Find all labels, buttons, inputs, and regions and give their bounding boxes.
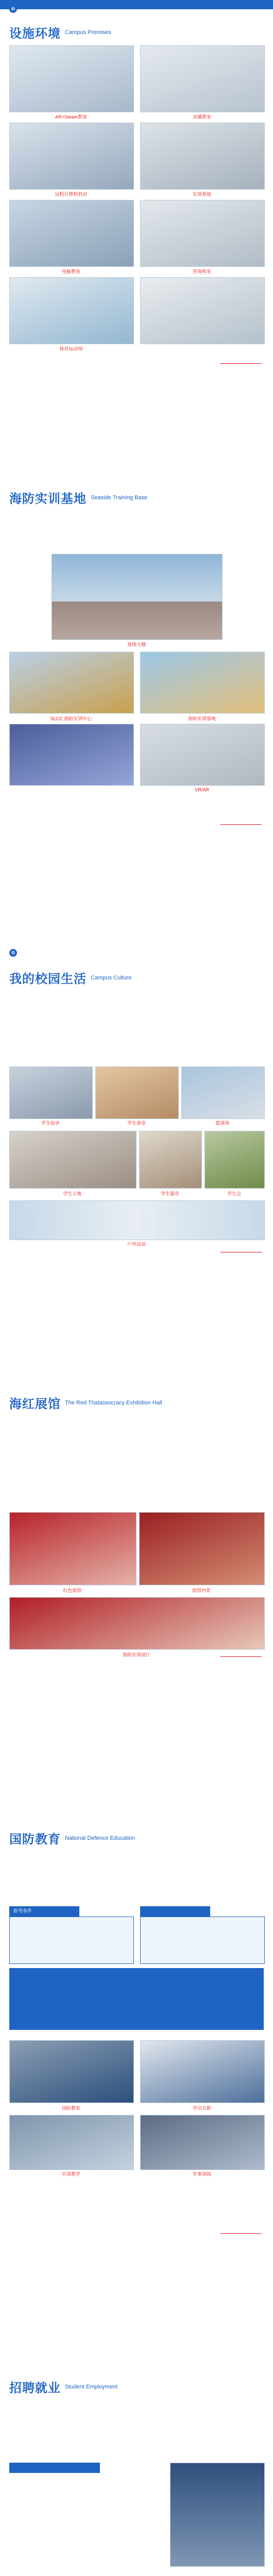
facility-photo-0 <box>9 45 134 112</box>
training-caption-building: 基地大楼 <box>127 642 146 647</box>
facility-photo-1 <box>140 45 265 112</box>
section-title-cn: 海防实训基地 <box>9 492 87 506</box>
training-photo-3 <box>9 724 134 786</box>
culture-caption-3: 学生公寓 <box>63 1191 82 1196</box>
divider-line <box>220 824 262 825</box>
section-title-cn: 海红展馆 <box>9 1397 61 1411</box>
school-emblem-icon: ✿ <box>9 5 17 13</box>
section-title-culture <box>9 969 131 987</box>
culture-photo-4 <box>139 1131 202 1189</box>
culture-photo-1 <box>95 1066 179 1119</box>
facility-caption-2: 远程计算机机房 <box>55 192 88 197</box>
facility-photo-3 <box>140 123 265 190</box>
facility-photo-4 <box>9 200 134 267</box>
exhibition-caption-2: 海防实训展厅 <box>122 1652 150 1657</box>
culture-caption-5: 学生会 <box>227 1191 241 1196</box>
section-title-defence <box>9 1829 135 1847</box>
section-title-cn: 我的校园生活 <box>9 972 87 986</box>
culture-photo-0 <box>9 1066 93 1119</box>
section-divider-1 <box>220 363 264 364</box>
exhibition-photo-1 <box>139 1512 265 1585</box>
training-caption-2: 海防实训基地 <box>187 716 216 721</box>
divider-line <box>220 1656 262 1657</box>
exhibition-paragraph <box>9 1414 264 1502</box>
section-title-exhibition <box>9 1394 162 1412</box>
facility-caption-4: 电脑教室 <box>61 269 80 274</box>
section-divider-4 <box>220 1656 264 1657</box>
section-title-en: Student Employment <box>65 2383 118 2390</box>
culture-caption-0: 学生宿舍 <box>41 1121 60 1126</box>
facility-caption-1: 录播教室 <box>192 114 211 120</box>
defence-box-left <box>9 1917 134 1964</box>
exhibition-photo-0 <box>9 1512 136 1585</box>
defence-box-title-right <box>140 1906 210 1917</box>
defence-photo-1 <box>140 2040 265 2103</box>
defence-caption-2: 实训教学 <box>61 2172 80 2177</box>
defence-caption-0: 国防教育 <box>61 2106 80 2111</box>
culture-caption-2: 篮球场 <box>215 1121 230 1126</box>
training-paragraph <box>9 510 264 549</box>
employment-paragraph <box>9 2398 264 2455</box>
culture-caption-1: 学生食堂 <box>127 1121 146 1126</box>
culture-photo-6 <box>9 1200 265 1240</box>
facility-photo-6 <box>9 277 134 344</box>
section-title-training <box>9 488 147 506</box>
training-photo-1 <box>9 652 134 714</box>
section-title-en: The Red Thalassocracy Exhibition Hall <box>65 1399 162 1406</box>
section-divider-5 <box>220 2233 264 2234</box>
exhibition-caption-1: 展馆内景 <box>192 1588 211 1593</box>
defence-box-title-left: 报考条件 <box>9 1906 79 1917</box>
training-caption-4: VR/AR <box>195 787 209 792</box>
section-title-facilities <box>9 23 111 41</box>
culture-caption-4: 学生超市 <box>160 1191 179 1196</box>
section-divider-2 <box>220 824 264 825</box>
culture-paragraph <box>9 988 264 1055</box>
facility-photo-2 <box>9 123 134 190</box>
culture-caption-6: 户外活动 <box>127 1242 146 1247</box>
defence-box-right <box>140 1917 265 1964</box>
school-logo <box>9 5 20 13</box>
school-emblem-icon: ✿ <box>9 949 17 957</box>
section-title-cn: 国防教育 <box>9 1833 61 1846</box>
defence-photo-2 <box>9 2115 134 2170</box>
facility-photo-7 <box>140 277 265 344</box>
defence-photo-0 <box>9 2040 134 2103</box>
training-caption-1: SLCC 海防实训中心 <box>50 716 92 721</box>
defence-photo-3 <box>140 2115 265 2170</box>
training-photo-building <box>52 554 223 640</box>
exhibition-photo-2 <box>9 1597 265 1650</box>
section-title-cn: 设施环境 <box>9 27 61 41</box>
school-logo <box>9 949 20 957</box>
training-photo-2 <box>140 652 265 714</box>
culture-photo-2 <box>181 1066 265 1119</box>
culture-photo-5 <box>204 1131 265 1189</box>
facility-caption-6: 体育运动场 <box>59 346 83 351</box>
defence-notice-panel <box>9 1968 264 2030</box>
facility-caption-0: AR+Steam教室 <box>55 114 87 120</box>
defence-caption-1: 学员合影 <box>192 2106 211 2111</box>
employment-table-title <box>9 2463 100 2473</box>
divider-line <box>220 363 262 364</box>
section-title-en: Campus Culture <box>91 974 132 981</box>
top-bar <box>0 0 273 9</box>
defence-caption-3: 军事训练 <box>192 2172 211 2177</box>
facility-photo-5 <box>140 200 265 267</box>
section-title-en: National Defence Education <box>65 1835 135 1841</box>
training-photo-4 <box>140 724 265 786</box>
facility-caption-3: 实训基地 <box>192 192 211 197</box>
culture-photo-3 <box>9 1131 136 1189</box>
divider-line <box>220 2233 262 2234</box>
section-title-en: Campus Premises <box>65 29 111 36</box>
defence-paragraph <box>9 1850 264 1896</box>
section-title-employment <box>9 2378 117 2396</box>
section-title-cn: 招聘就业 <box>9 2381 61 2395</box>
exhibition-caption-0: 红色展馆 <box>63 1588 82 1593</box>
facility-caption-5: 咨询师室 <box>192 269 211 274</box>
section-title-en: Seaside Training Base <box>91 494 148 501</box>
employment-photo-0 <box>170 2463 265 2567</box>
